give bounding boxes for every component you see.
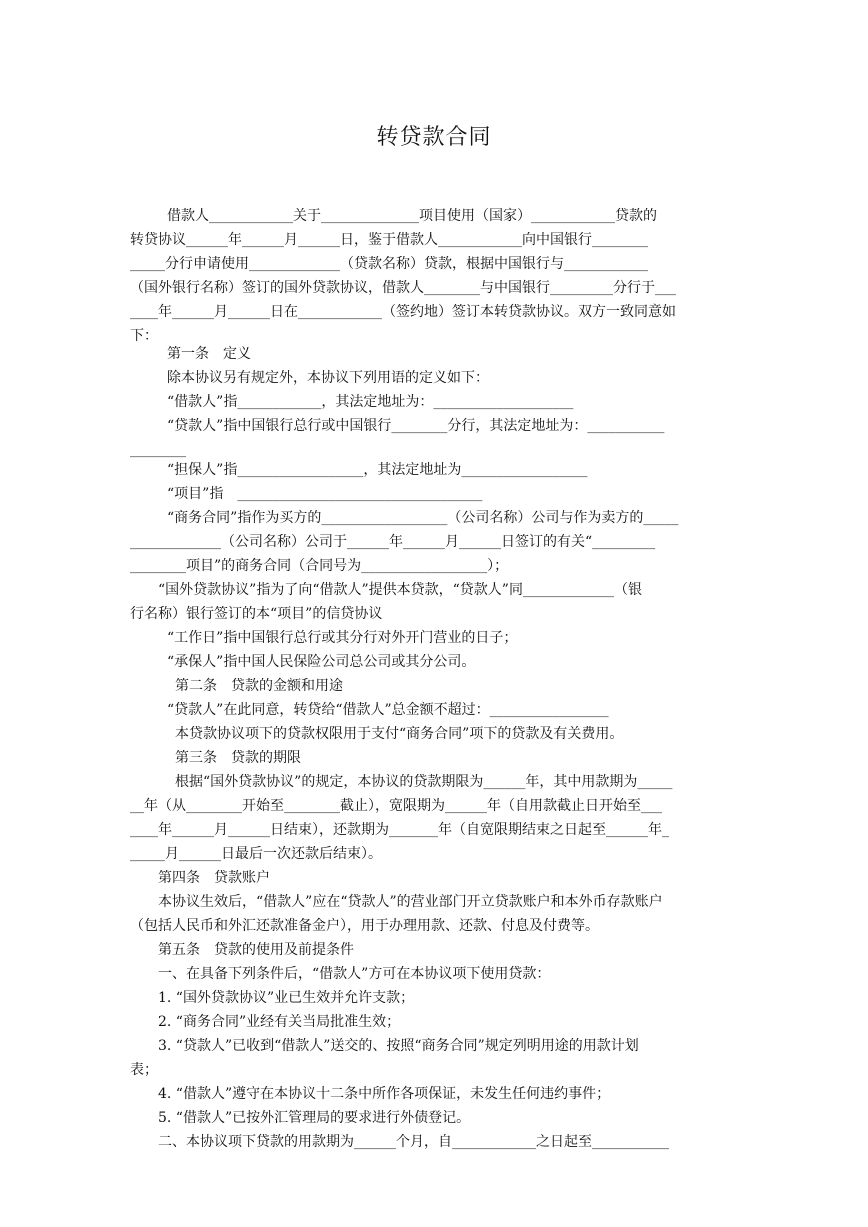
section-heading: 第五条 贷款的使用及前提条件 xyxy=(158,942,354,958)
document-title: 转贷款合同 xyxy=(376,125,492,150)
body-line: 除本协议另有规定外，本协议下列用语的定义如下： xyxy=(167,370,489,386)
body-line: （国外银行名称）签订的国外贷款协议，借款人________与中国银行_________分行于___ xyxy=(130,280,676,296)
body-line: “贷款人”指中国银行总行或中国银行________分行，其法定地址为：___________ xyxy=(167,418,665,434)
body-line: “项目”指 ___________________________________ xyxy=(167,486,483,502)
body-line: （包括人民币和外汇还款准备金户），用于办理用款、还款、付息及付费等。 xyxy=(130,918,599,934)
list-item: 1. “国外贷款协议”业已生效并允许支款； xyxy=(158,990,415,1006)
body-line: _____________（公司名称）公司于______年______月______日签订的有关“_________ xyxy=(130,534,656,550)
body-line: 借款人____________关于______________项目使用（国家）____________贷款的 xyxy=(167,208,657,224)
body-line: 本协议生效后，“借款人”应在“贷款人”的营业部门开立贷款账户和本外币存款账户 xyxy=(158,894,663,910)
body-line: ________ xyxy=(130,442,186,458)
body-line: 行名称）银行签订的本“项目”的信贷协议 xyxy=(130,606,383,622)
body-line: _____分行申请使用_____________（贷款名称）贷款，根据中国银行与____________ xyxy=(130,256,648,272)
body-line: 本贷款协议项下的贷款权限用于支付“商务合同”项下的贷款及有关费用。 xyxy=(175,726,624,742)
body-line: “商务合同”指作为买方的__________________（公司名称）公司与作为卖方的_____ xyxy=(167,510,679,526)
body-line: “工作日”指中国银行总行或其分行对外开门营业的日子； xyxy=(167,630,518,646)
list-item: 5. “借款人”已按外汇管理局的要求进行外债登记。 xyxy=(158,1110,471,1126)
body-line: ____年______月______日在____________（签约地）签订本转贷款协议。双方一致同意如 xyxy=(130,304,676,320)
list-item: 4. “借款人”遵守在本协议十二条中所作各项保证，未发生任何违约事件； xyxy=(158,1086,611,1102)
list-item: 3. “贷款人”已收到“借款人”送交的、按照“商务合同”规定列明用途的用款计划 xyxy=(158,1038,639,1054)
section-heading: 第四条 贷款账户 xyxy=(158,870,270,886)
body-line: “借款人”指____________，其法定地址为：____________________ xyxy=(167,394,574,410)
body-line: 二、本协议项下贷款的用款期为______个月，自____________之日起至___________ xyxy=(158,1134,669,1150)
body-line: ____年______月______日结束），还款期为_______年（自宽限期结束之日起至______年_ xyxy=(130,822,669,838)
section-heading: 第三条 贷款的期限 xyxy=(175,750,301,766)
body-line: ________项目”的商务合同（合同号为__________________）； xyxy=(130,558,509,574)
section-heading: 第一条 定义 xyxy=(167,346,251,362)
section-heading: 第二条 贷款的金额和用途 xyxy=(175,678,343,694)
body-line: “承保人”指中国人民保险公司总公司或其分公司。 xyxy=(167,654,476,670)
body-line: “国外贷款协议”指为了向“借款人”提供本贷款，“贷款人”同_____________（银 xyxy=(158,582,642,598)
body-line: 下： xyxy=(130,328,158,344)
body-line: 转贷协议______年______月______日，鉴于借款人____________向中国银行________ xyxy=(130,232,648,248)
body-line: _____月______日最后一次还款后结束）。 xyxy=(130,846,382,862)
body-line: 表； xyxy=(130,1062,158,1078)
list-item: 2. “商务合同”业经有关当局批准生效； xyxy=(158,1014,401,1030)
body-line: __年（从________开始至________截止），宽限期为______年（自用款截止日开始至___ xyxy=(130,798,662,814)
body-line: 根据“国外贷款协议”的规定，本协议的贷款期限为______年，其中用款期为_____ xyxy=(175,774,673,790)
body-line: “担保人”指__________________，其法定地址为__________________ xyxy=(167,462,588,478)
body-line: 一、在具备下列条件后，“借款人”方可在本协议项下使用贷款： xyxy=(158,966,551,982)
body-line: “贷款人”在此同意，转贷给“借款人”总金额不超过：_________________ xyxy=(167,702,609,718)
